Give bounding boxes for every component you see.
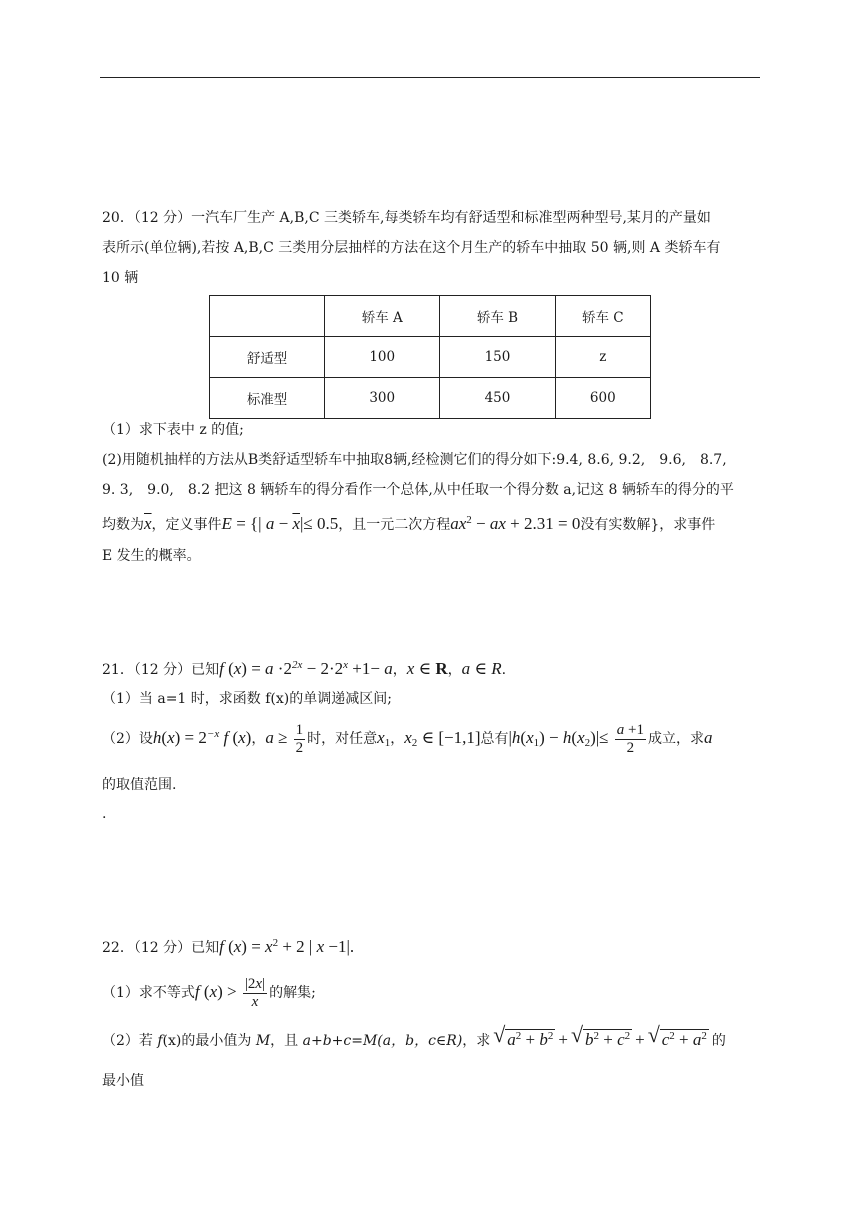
parameter-condition: a ∈ R xyxy=(461,659,502,678)
q20-part2-line3 xyxy=(102,509,758,540)
stray-dot: . xyxy=(102,806,107,822)
mean-symbol: $\overline{x}$ xyxy=(144,514,152,533)
text-segment: 的解集; xyxy=(269,984,316,1001)
table-cell: 450 xyxy=(440,378,555,419)
q20-part2-line4: E 发生的概率。 xyxy=(102,548,201,564)
q21-part2-line2: 的取值范围. xyxy=(102,777,177,793)
domain-condition: x ∈ R xyxy=(406,659,448,678)
text-segment: 均数为 xyxy=(102,517,144,533)
text-segment: 21．（12 分）已知 xyxy=(102,662,220,678)
x2-interval: $x_2$ ∈ [−1,1] xyxy=(404,727,481,749)
text-segment: （2）设 xyxy=(102,730,153,747)
text-segment: . xyxy=(501,662,507,678)
sqrt-sum: √ $a^2 + b^2$ + √ $b^2 + c^2$ + √ $c^2 + a^2$ xyxy=(493,1022,707,1049)
text-segment: ，定义事件 xyxy=(151,517,222,533)
table-cell: 600 xyxy=(555,378,650,419)
text-segment: a+b+c=M(a，b，c∈R) xyxy=(302,1033,463,1049)
text-segment: 成立，求 xyxy=(647,730,704,747)
q20-line2: 表所示(单位辆),若按 A,B,C 三类用分层抽样的方法在这个月生产的轿车中抽取 50 辆,则 A 类轿车有 xyxy=(102,240,721,256)
table-header-cell: 轿车 A xyxy=(325,296,440,337)
quadratic-equation: $ax^2$ − ax + 2.31 = 0 xyxy=(450,514,581,533)
text-segment: 没有实数解}，求事件 xyxy=(580,517,716,533)
text-segment: 时，对任意 xyxy=(307,730,378,747)
table-header-cell xyxy=(210,296,325,337)
q22-part1 xyxy=(102,976,758,1010)
q20-part2-line1: (2)用随机抽样的方法从B类舒适型轿车中抽取8辆,经检测它们的得分如下:9.4, 8.6, 9.2, 9.6, 8.7, xyxy=(102,452,727,468)
inequality: $|h(x_1) - h(x_2)|\le$ $\frac{a +1}{2}$ xyxy=(508,722,644,756)
text-segment: ，且一元二次方程 xyxy=(338,517,451,533)
a-symbol: a xyxy=(703,727,713,747)
header-rule xyxy=(100,77,760,78)
text-segment: 总有 xyxy=(480,730,509,747)
q22-part2-line2: 最小值 xyxy=(102,1073,144,1089)
q20-line3: 10 辆 xyxy=(102,270,139,286)
text-segment: （1）求不等式 xyxy=(102,984,195,1001)
text-segment: ， xyxy=(251,730,266,747)
text-segment: （2）若 xyxy=(102,1033,158,1049)
table-cell: 标准型 xyxy=(210,378,325,419)
text-segment: ，且 xyxy=(270,1033,303,1049)
table-row xyxy=(210,378,651,419)
table-cell: z xyxy=(555,337,650,378)
q20-line1: 20．（12 分）一汽车厂生产 A,B,C 三类轿车,每类轿车均有舒适型和标准型两种型号,某月的产量如 xyxy=(102,210,711,226)
table-cell: 150 xyxy=(440,337,555,378)
q21-part1: （1）当 a=1 时，求函数 f(x)的单调递减区间; xyxy=(102,691,392,707)
table-cell: 舒适型 xyxy=(210,337,325,378)
q20-part1: （1）求下表中 z 的值; xyxy=(102,422,244,438)
text-segment: M xyxy=(255,1033,271,1049)
text-segment: ， xyxy=(392,662,407,678)
text-segment: 的 xyxy=(711,1033,726,1049)
text-segment: (x)的最小值为 xyxy=(162,1033,256,1049)
q22-stem xyxy=(102,932,758,963)
table-header-row xyxy=(210,296,651,337)
h-definition: $h(x) = 2^{-x}$ f (x) xyxy=(152,727,252,747)
table-cell: 100 xyxy=(325,337,440,378)
text-segment: ， xyxy=(447,662,462,678)
text-segment: ，求 xyxy=(462,1033,491,1049)
table-header-cell: 轿车 C xyxy=(555,296,650,337)
q21-stem xyxy=(102,654,758,685)
table-header-cell: 轿车 B xyxy=(440,296,555,337)
q21-part2-line1 xyxy=(102,722,758,756)
text-segment: ， xyxy=(390,730,405,747)
inequality: f (x) > $\frac{|2x|}{x}$ xyxy=(194,976,266,1010)
x1-symbol: $x_1$ xyxy=(377,727,391,749)
text-segment: 22．（12 分）已知 xyxy=(102,940,220,956)
table-cell: 300 xyxy=(325,378,440,419)
q20-part2-line2: 9. 3, 9.0, 8.2 把这 8 辆轿车的得分看作一个总体,从中任取一个得分数 a,记这 8 辆轿车的得分的平 xyxy=(102,482,734,498)
q22-part2-line1 xyxy=(102,1022,758,1056)
event-definition: E = {| $a - \overline{x}|\le 0.5$ xyxy=(221,514,339,533)
table-row xyxy=(210,337,651,378)
production-table xyxy=(209,295,651,419)
function-definition: f $(x) = x^2 + 2$ | x −1|. xyxy=(219,937,355,956)
text-segment: f xyxy=(157,1033,163,1049)
a-condition: a ≥ $\frac{1}{2}$ xyxy=(265,722,304,756)
function-definition: f $(x) = a \cdot 2^{2x} - 2\cdot 2^x +1- a$ xyxy=(219,659,393,678)
